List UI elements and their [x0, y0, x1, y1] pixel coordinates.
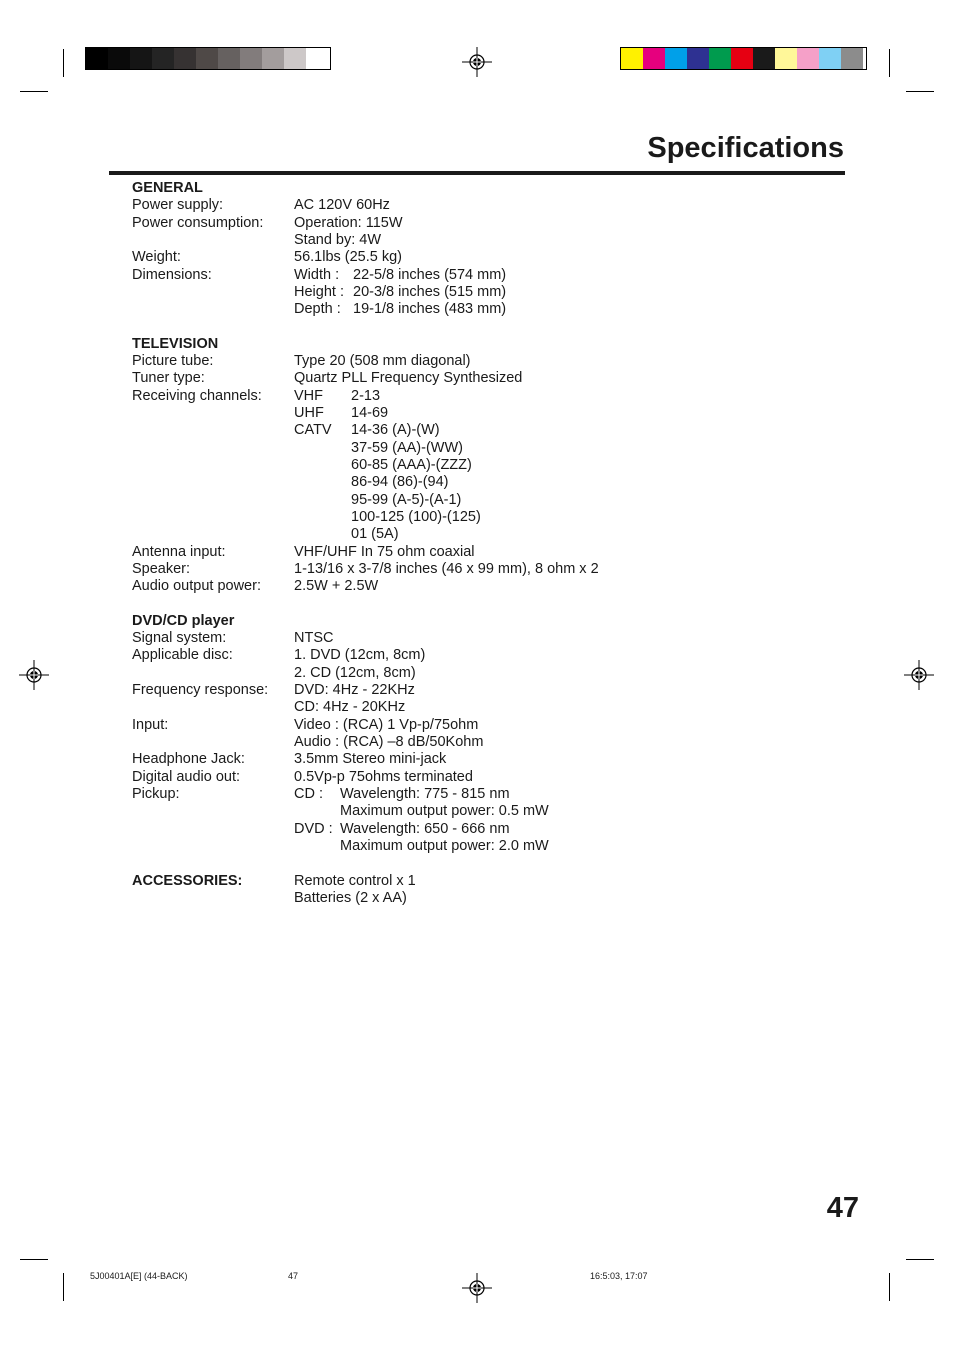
- spec-value: Remote control x 1: [294, 873, 416, 889]
- band-range: 60-85 (AAA)-(ZZZ): [351, 457, 472, 473]
- spec-value: 19-1/8 inches (483 mm): [353, 301, 507, 317]
- color-swatch: [306, 48, 328, 69]
- spec-label: Antenna input:: [132, 544, 226, 560]
- spec-value: 0.5Vp-p 75ohms terminated: [294, 769, 473, 785]
- color-swatch: [841, 48, 863, 69]
- crop-mark: [889, 1273, 890, 1301]
- color-swatch: [643, 48, 665, 69]
- spec-label: Audio output power:: [132, 578, 261, 594]
- crop-mark: [906, 91, 934, 92]
- section-heading-television: TELEVISION: [132, 336, 219, 352]
- band-range: 37-59 (AA)-(WW): [351, 440, 463, 456]
- spec-value: 1. DVD (12cm, 8cm): [294, 647, 426, 663]
- spec-value: 1-13/16 x 3-7/8 inches (46 x 99 mm), 8 ohm x 2: [294, 561, 599, 577]
- color-swatch: [731, 48, 753, 69]
- spec-value: AC 120V 60Hz: [294, 197, 390, 213]
- crosshair-target-icon: [19, 660, 49, 690]
- page-title: Specifications: [647, 132, 844, 164]
- spec-value: Batteries (2 x AA): [294, 890, 407, 906]
- band-name: UHF: [294, 405, 324, 421]
- crop-mark: [906, 1259, 934, 1260]
- color-swatch: [174, 48, 196, 69]
- spec-label: Digital audio out:: [132, 769, 241, 785]
- spec-label: Dimensions:: [132, 267, 212, 283]
- spec-label: Speaker:: [132, 561, 191, 577]
- band-range: 2-13: [351, 388, 381, 404]
- spec-label: Receiving channels:: [132, 388, 262, 404]
- color-swatch: [86, 48, 108, 69]
- spec-value: Stand by: 4W: [294, 232, 382, 248]
- crosshair-target-icon: [462, 47, 492, 77]
- spec-value: Quartz PLL Frequency Synthesized: [294, 370, 523, 386]
- crosshair-target-icon: [904, 660, 934, 690]
- spec-value: Video : (RCA) 1 Vp-p/75ohm: [294, 717, 479, 733]
- section-heading-general: GENERAL: [132, 180, 203, 196]
- spec-value: Maximum output power: 2.0 mW: [340, 838, 549, 854]
- band-name: CATV: [294, 422, 332, 438]
- spec-value: 20-3/8 inches (515 mm): [353, 284, 507, 300]
- band-range: 14-69: [351, 405, 389, 421]
- band-range: 86-94 (86)-(94): [351, 474, 449, 490]
- spec-value: NTSC: [294, 630, 334, 646]
- spec-label: Weight:: [132, 249, 181, 265]
- color-swatch: [240, 48, 262, 69]
- footer-file-id: 5J00401A[E] (44-BACK): [90, 1271, 188, 1281]
- spec-label: Input:: [132, 717, 169, 733]
- spec-subkey: Depth :: [294, 301, 341, 317]
- spec-value: 2.5W + 2.5W: [294, 578, 379, 594]
- spec-label: Applicable disc:: [132, 647, 233, 663]
- spec-value: 22-5/8 inches (574 mm): [353, 267, 507, 283]
- spec-label: Headphone Jack:: [132, 751, 245, 767]
- spec-label: Signal system:: [132, 630, 227, 646]
- section-heading-dvd: DVD/CD player: [132, 613, 235, 629]
- crop-mark: [63, 1273, 64, 1301]
- color-swatch: [152, 48, 174, 69]
- color-swatch: [819, 48, 841, 69]
- color-swatch: [687, 48, 709, 69]
- spec-subkey: Height :: [294, 284, 344, 300]
- spec-value: Type 20 (508 mm diagonal): [294, 353, 471, 369]
- color-swatch: [621, 48, 643, 69]
- color-swatch: [196, 48, 218, 69]
- crosshair-target-icon: [462, 1273, 492, 1303]
- spec-value: 56.1lbs (25.5 kg): [294, 249, 403, 265]
- color-swatch: [262, 48, 284, 69]
- band-range: 01 (5A): [351, 526, 399, 542]
- spec-value: Wavelength: 650 - 666 nm: [340, 821, 510, 837]
- crop-mark: [20, 91, 48, 92]
- band-name: VHF: [294, 388, 323, 404]
- footer-page: 47: [288, 1271, 299, 1281]
- spec-label: Tuner type:: [132, 370, 205, 386]
- spec-subkey: DVD :: [294, 821, 333, 837]
- spec-value: DVD: 4Hz - 22KHz: [294, 682, 415, 698]
- spec-value: 3.5mm Stereo mini-jack: [294, 751, 447, 767]
- page-number: 47: [826, 1192, 859, 1224]
- color-swatch: [753, 48, 775, 69]
- spec-subkey: CD :: [294, 786, 323, 802]
- color-swatch: [284, 48, 306, 69]
- color-swatch: [218, 48, 240, 69]
- spec-label: Power supply:: [132, 197, 224, 213]
- spec-value: VHF/UHF In 75 ohm coaxial: [294, 544, 475, 560]
- band-range: 95-99 (A-5)-(A-1): [351, 492, 462, 508]
- crop-mark: [63, 49, 64, 77]
- color-swatch: [797, 48, 819, 69]
- spec-value: CD: 4Hz - 20KHz: [294, 699, 406, 715]
- spec-value: Operation: 115W: [294, 215, 403, 231]
- spec-value: 2. CD (12cm, 8cm): [294, 665, 416, 681]
- crop-mark: [20, 1259, 48, 1260]
- spec-label: Power consumption:: [132, 215, 264, 231]
- spec-value: Audio : (RCA) –8 dB/50Kohm: [294, 734, 484, 750]
- spec-label: Picture tube:: [132, 353, 214, 369]
- footer-timestamp: 16:5:03, 17:07: [590, 1271, 648, 1281]
- band-range: 100-125 (100)-(125): [351, 509, 481, 525]
- spec-value: Wavelength: 775 - 815 nm: [340, 786, 510, 802]
- color-swatch: [775, 48, 797, 69]
- color-swatch: [108, 48, 130, 69]
- color-swatch: [665, 48, 687, 69]
- spec-subkey: Width :: [294, 267, 340, 283]
- title-rule: [109, 171, 845, 175]
- color-swatch: [130, 48, 152, 69]
- band-range: 14-36 (A)-(W): [351, 422, 440, 438]
- section-heading-accessories: ACCESSORIES:: [132, 873, 243, 889]
- crop-mark: [889, 49, 890, 77]
- spec-label: Pickup:: [132, 786, 180, 802]
- color-swatch: [709, 48, 731, 69]
- spec-value: Maximum output power: 0.5 mW: [340, 803, 549, 819]
- spec-label: Frequency response:: [132, 682, 269, 698]
